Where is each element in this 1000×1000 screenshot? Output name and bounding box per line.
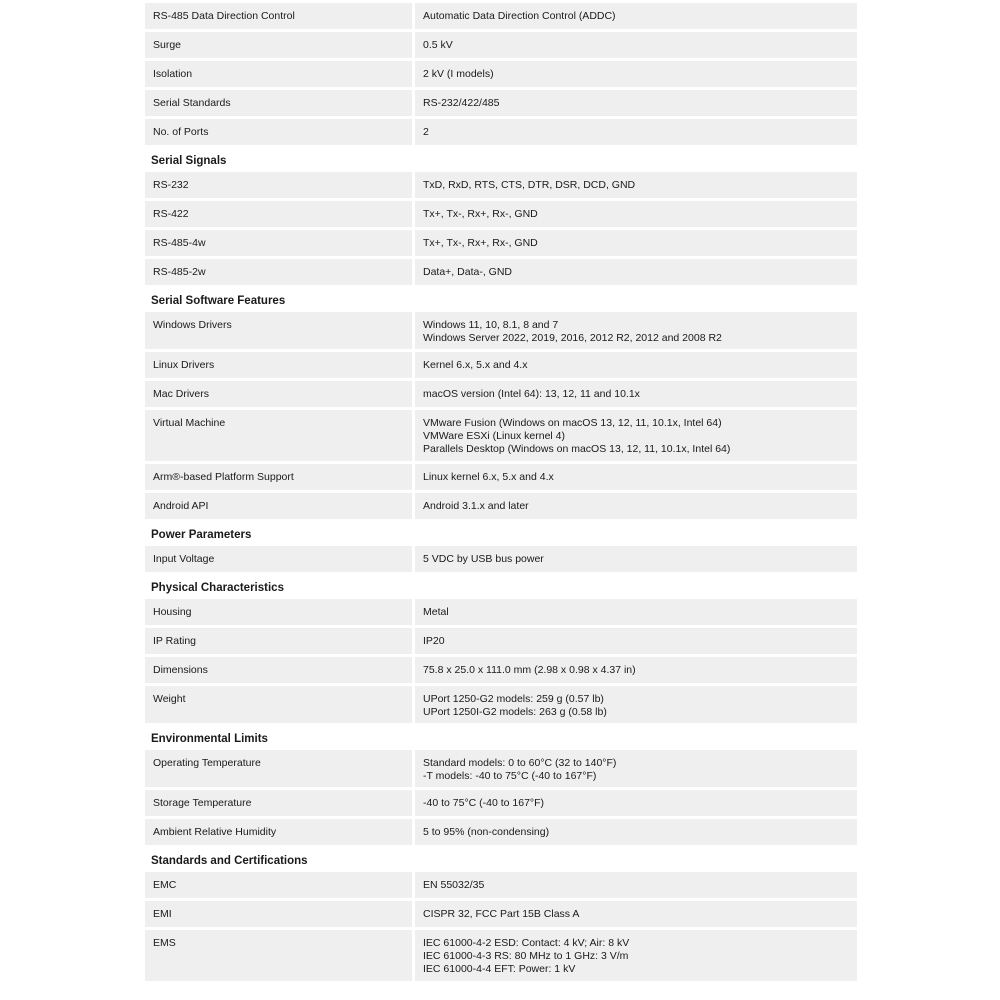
spec-value: IEC 61000-4-2 ESD: Contact: 4 kV; Air: 8 kV IEC 61000-4-3 RS: 80 MHz to 1 GHz: 3 V/m IEC 61000-4-4 EFT: Power: 1 kV [415, 930, 857, 981]
spec-label: Housing [145, 599, 412, 625]
spec-value: 0.5 kV [415, 32, 857, 58]
spec-value: Tx+, Tx-, Rx+, Rx-, GND [415, 201, 857, 227]
spec-value: EN 55032/35 [415, 872, 857, 898]
spec-row-serial-standards [145, 90, 857, 116]
spec-value: -40 to 75°C (-40 to 167°F) [415, 790, 857, 816]
spec-value: 5 to 95% (non-condensing) [415, 819, 857, 845]
spec-value: CISPR 32, FCC Part 15B Class A [415, 901, 857, 927]
spec-row-rs-485-2w [145, 259, 857, 285]
spec-value: Data+, Data-, GND [415, 259, 857, 285]
section-header-environmental-limits [145, 726, 857, 747]
spec-row-linux-drivers [145, 352, 857, 378]
spec-label: RS-485-4w [145, 230, 412, 256]
spec-label: Weight [145, 686, 412, 723]
spec-row-storage-temperature [145, 790, 857, 816]
spec-row-housing [145, 599, 857, 625]
spec-value: 2 kV (I models) [415, 61, 857, 87]
spec-value: VMware Fusion (Windows on macOS 13, 12, 11, 10.1x, Intel 64) VMWare ESXi (Linux kernel 4) Parallels Desktop (Windows on macOS 13, 12, 11, 10.1x, Intel 64) [415, 410, 857, 461]
spec-row-android-api [145, 493, 857, 519]
spec-label: Storage Temperature [145, 790, 412, 816]
spec-label: No. of Ports [145, 119, 412, 145]
spec-row-emc [145, 872, 857, 898]
section-title: Power Parameters [151, 529, 252, 541]
spec-label: Mac Drivers [145, 381, 412, 407]
spec-label: Serial Standards [145, 90, 412, 116]
spec-row-operating-temperature [145, 750, 857, 787]
spec-label: Linux Drivers [145, 352, 412, 378]
spec-label: EMS [145, 930, 412, 981]
spec-row-ip-rating [145, 628, 857, 654]
spec-label: Ambient Relative Humidity [145, 819, 412, 845]
spec-row-ems [145, 930, 857, 981]
section-title: Serial Software Features [151, 295, 286, 307]
spec-value: UPort 1250-G2 models: 259 g (0.57 lb) UPort 1250I-G2 models: 263 g (0.58 lb) [415, 686, 857, 723]
spec-row-rs-485-4w [145, 230, 857, 256]
section-header-standards-and-certifications [145, 848, 857, 869]
spec-label: Surge [145, 32, 412, 58]
spec-label: Windows Drivers [145, 312, 412, 349]
spec-label: Input Voltage [145, 546, 412, 572]
section-header-serial-software-features [145, 288, 857, 309]
spec-value: Standard models: 0 to 60°C (32 to 140°F) -T models: -40 to 75°C (-40 to 167°F) [415, 750, 857, 787]
section-header-physical-characteristics [145, 575, 857, 596]
spec-value: Kernel 6.x, 5.x and 4.x [415, 352, 857, 378]
spec-label: IP Rating [145, 628, 412, 654]
spec-label: Operating Temperature [145, 750, 412, 787]
spec-row-rs-485-data-direction-control [145, 3, 857, 29]
spec-row-input-voltage [145, 546, 857, 572]
spec-value: Metal [415, 599, 857, 625]
spec-value: macOS version (Intel 64): 13, 12, 11 and 10.1x [415, 381, 857, 407]
spec-label: RS-232 [145, 172, 412, 198]
spec-row-mac-drivers [145, 381, 857, 407]
spec-label: Isolation [145, 61, 412, 87]
spec-value: IP20 [415, 628, 857, 654]
spec-value: RS-232/422/485 [415, 90, 857, 116]
spec-row-arm-based-platform-support [145, 464, 857, 490]
spec-row-virtual-machine [145, 410, 857, 461]
spec-table [145, 3, 857, 984]
spec-label: EMI [145, 901, 412, 927]
spec-row-no-of-ports [145, 119, 857, 145]
section-header-power-parameters [145, 522, 857, 543]
spec-label: EMC [145, 872, 412, 898]
spec-label: RS-485 Data Direction Control [145, 3, 412, 29]
spec-row-surge [145, 32, 857, 58]
spec-row-rs-422 [145, 201, 857, 227]
spec-value: Linux kernel 6.x, 5.x and 4.x [415, 464, 857, 490]
spec-row-dimensions [145, 657, 857, 683]
section-title: Standards and Certifications [151, 855, 308, 867]
spec-label: Dimensions [145, 657, 412, 683]
spec-value: 5 VDC by USB bus power [415, 546, 857, 572]
spec-row-ambient-relative-humidity [145, 819, 857, 845]
spec-label: Android API [145, 493, 412, 519]
spec-row-weight [145, 686, 857, 723]
spec-value: Windows 11, 10, 8.1, 8 and 7 Windows Server 2022, 2019, 2016, 2012 R2, 2012 and 2008 R2 [415, 312, 857, 349]
spec-value: Tx+, Tx-, Rx+, Rx-, GND [415, 230, 857, 256]
spec-value: Android 3.1.x and later [415, 493, 857, 519]
spec-value: 2 [415, 119, 857, 145]
spec-value: TxD, RxD, RTS, CTS, DTR, DSR, DCD, GND [415, 172, 857, 198]
spec-row-rs-232 [145, 172, 857, 198]
section-title: Environmental Limits [151, 733, 268, 745]
spec-label: RS-422 [145, 201, 412, 227]
section-header-serial-signals [145, 148, 857, 169]
spec-row-emi [145, 901, 857, 927]
spec-row-isolation [145, 61, 857, 87]
spec-value: Automatic Data Direction Control (ADDC) [415, 3, 857, 29]
section-title: Physical Characteristics [151, 582, 284, 594]
section-title: Serial Signals [151, 155, 227, 167]
spec-row-windows-drivers [145, 312, 857, 349]
spec-value: 75.8 x 25.0 x 111.0 mm (2.98 x 0.98 x 4.37 in) [415, 657, 857, 683]
spec-label: Arm®-based Platform Support [145, 464, 412, 490]
spec-label: RS-485-2w [145, 259, 412, 285]
spec-label: Virtual Machine [145, 410, 412, 461]
